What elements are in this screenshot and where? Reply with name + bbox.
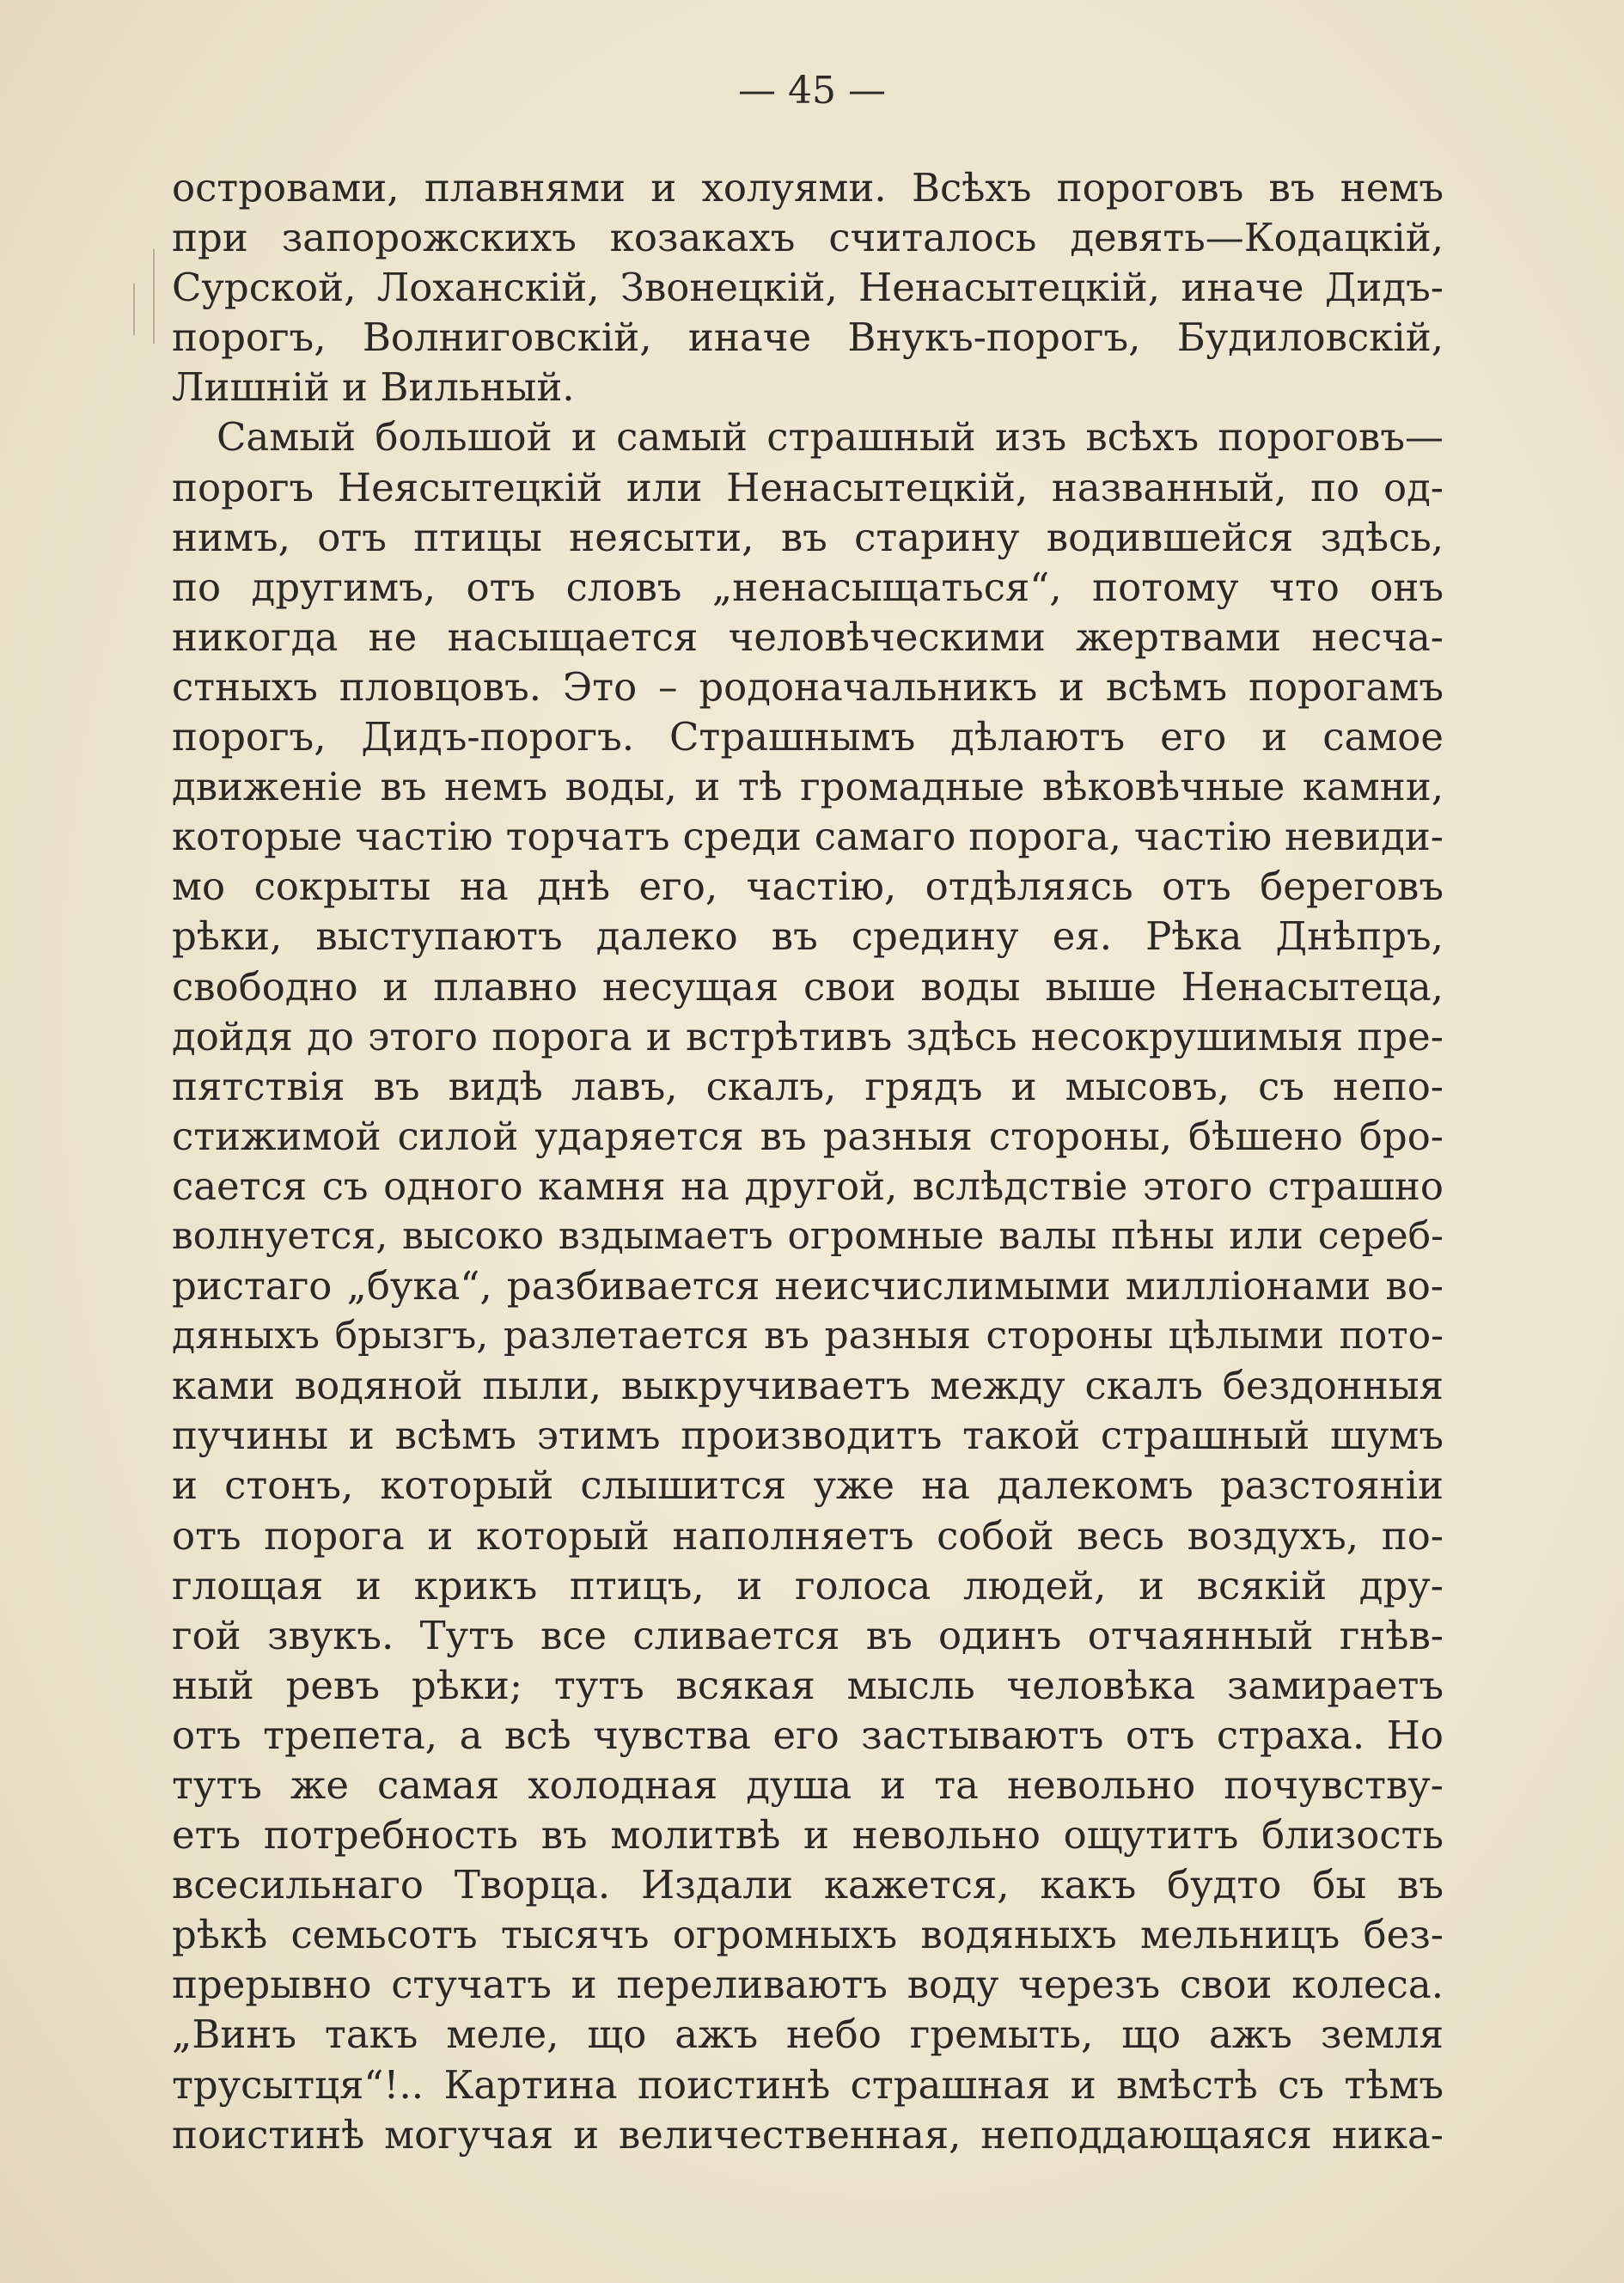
text-line: Лишній и Вильный.	[172, 364, 575, 411]
text-line: нимъ, отъ птицы неясыти, въ старину водившейся здѣсь,	[172, 514, 1444, 560]
text-line: поистинѣ могучая и величественная, неподдающаяся ника-	[172, 2111, 1444, 2158]
text-line: пятствія въ видѣ лавъ, скалъ, грядъ и мысовъ, съ непо-	[172, 1063, 1444, 1109]
text-line: и стонъ, который слышится уже на далекомъ разстояніи	[172, 1462, 1444, 1509]
text-line: пучины и всѣмъ этимъ производитъ такой страшный шумъ	[172, 1413, 1444, 1459]
text-line: рѣки, выступаютъ далеко въ средину ея. Рѣка Днѣпръ,	[172, 913, 1444, 960]
text-line: мо сокрыты на днѣ его, частію, отдѣляясь отъ береговъ	[172, 864, 1444, 910]
text-line: отъ порога и который наполняетъ собой весь воздухъ, по-	[172, 1512, 1444, 1559]
margin-mark	[153, 249, 155, 344]
text-line: Сурской, Лоханскій, Звонецкій, Ненасытецкій, иначе Дидъ-	[172, 265, 1444, 311]
text-line: волнуется, высоко вздымаетъ огромные валы пѣны или сереб-	[172, 1213, 1444, 1258]
text-line: трусытця“!.. Картина поистинѣ страшная и вмѣстѣ съ тѣмъ	[172, 2061, 1444, 2108]
text-line: порогъ Неясытецкій или Ненасытецкій, названный, по од-	[172, 464, 1444, 510]
text-line: дойдя до этого порога и встрѣтивъ здѣсь несокрушимыя пре-	[172, 1013, 1444, 1059]
text-line: дяныхъ брызгъ, разлетается въ разныя стороны цѣлыми пото-	[172, 1314, 1444, 1358]
text-line: ристаго „бука“, разбивается неисчислимыми милліонами во-	[172, 1263, 1444, 1309]
text-line: порогъ, Дидъ-порогъ. Страшнымъ дѣлаютъ его и самое	[172, 714, 1444, 760]
text-line: прерывно стучатъ и переливаютъ воду черезъ свои колеса.	[172, 1962, 1444, 2008]
text-line: свободно и плавно несущая свои воды выше Ненасытеца,	[172, 963, 1444, 1010]
text-line: рѣкѣ семьсотъ тысячъ огромныхъ водяныхъ мельницъ без-	[172, 1912, 1444, 1958]
text-line: Самый большой и самый страшный изъ всѣхъ пороговъ—	[217, 414, 1444, 461]
text-line: по другимъ, отъ словъ „ненасыщаться“, потому что онъ	[172, 564, 1444, 610]
text-line: отъ трепета, а всѣ чувства его застываютъ отъ страха. Но	[172, 1712, 1444, 1758]
text-line: движеніе въ немъ воды, и тѣ громадные вѣковѣчные камни,	[172, 764, 1444, 810]
text-line: ками водяной пыли, выкручиваетъ между скалъ бездонныя	[172, 1363, 1444, 1409]
text-line: гой звукъ. Тутъ все сливается въ одинъ отчаянный гнѣв-	[172, 1612, 1444, 1658]
body-text	[172, 163, 1444, 2160]
text-line: глощая и крикъ птицъ, и голоса людей, и всякій дру-	[172, 1562, 1444, 1608]
text-line: стижимой силой ударяется въ разныя стороны, бѣшено бро-	[172, 1113, 1444, 1159]
page-number: — 45 —	[738, 69, 886, 113]
text-line: тутъ же самая холодная душа и та невольно почувству-	[172, 1762, 1444, 1808]
text-line: ный ревъ рѣки; тутъ всякая мысль человѣка замираетъ	[172, 1662, 1444, 1708]
text-line: при запорожскихъ козакахъ считалось девять—Кодацкій,	[172, 215, 1444, 261]
text-line: которые частію торчатъ среди самаго порога, частію невиди-	[172, 814, 1444, 860]
text-line: островами, плавнями и холуями. Всѣхъ пороговъ въ немъ	[172, 165, 1444, 211]
text-line: всесильнаго Творца. Издали кажется, какъ будто бы въ	[172, 1862, 1444, 1908]
text-line: порогъ, Волниговскій, иначе Внукъ-порогъ, Будиловскій,	[172, 314, 1444, 361]
margin-mark	[133, 284, 135, 335]
text-line: стныхъ пловцовъ. Это – родоначальникъ и всѣмъ порогамъ	[172, 663, 1444, 710]
text-line: „Винъ такъ меле, що ажъ небо гремыть, що ажъ земля	[172, 2011, 1444, 2058]
text-line: никогда не насыщается человѣческими жертвами несча-	[172, 613, 1444, 660]
text-line: етъ потребность въ молитвѣ и невольно ощутитъ близость	[172, 1812, 1444, 1859]
text-line: сается съ одного камня на другой, вслѣдствіе этого страшно	[172, 1163, 1444, 1209]
